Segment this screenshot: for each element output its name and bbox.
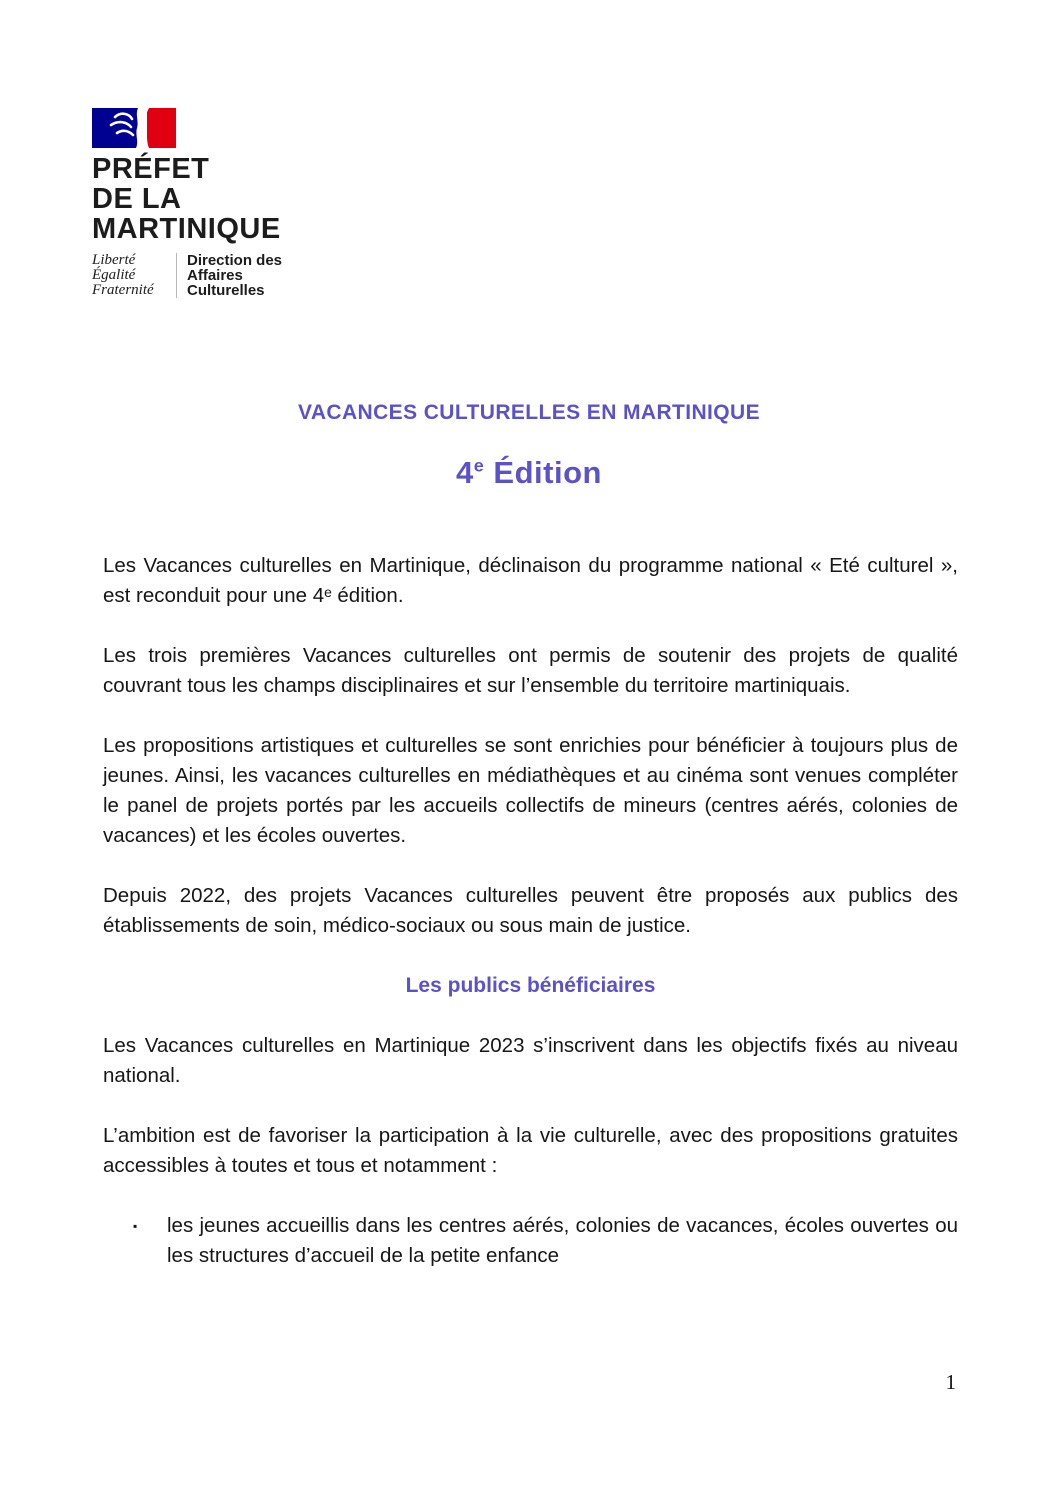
motto-line: Liberté [92, 252, 136, 268]
list-item-text: les jeunes accueillis dans les centres aérés, colonies de vacances, écoles ouvertes ou les structures d’accueil de la petite enfance [167, 1214, 958, 1267]
section-heading-publics: Les publics bénéficiaires [405, 974, 656, 997]
republic-motto [92, 253, 176, 298]
department-line: Affaires [187, 267, 243, 284]
bullet-icon: ▪ [133, 1219, 138, 1233]
page-number: 1 [945, 1370, 956, 1394]
edition-number: 4 [456, 455, 474, 490]
wordmark-line: PRÉFET [92, 153, 210, 185]
paragraph-intro: Les Vacances culturelles en Martinique, déclinaison du programme national « Eté culturel », est reconduit pour une 4ᵉ édition. [103, 554, 958, 607]
department-name [176, 253, 282, 298]
document-title: VACANCES CULTURELLES EN MARTINIQUE [298, 401, 760, 424]
prefet-logo [92, 108, 282, 298]
edition-title [0, 455, 1058, 491]
wordmark-line: DE LA [92, 183, 182, 215]
french-flag-marianne-icon [92, 108, 176, 148]
edition-superscript: e [473, 455, 485, 476]
prefet-wordmark [92, 154, 282, 244]
edition-word: Édition [493, 455, 602, 490]
beneficiaries-list [103, 1211, 958, 1271]
list-item [103, 1211, 958, 1271]
motto-line: Égalité [92, 267, 136, 283]
paragraph-depuis-2022: Depuis 2022, des projets Vacances culturelles peuvent être proposés aux publics des établissements de soin, médico-sociaux ou sous main de justice. [103, 884, 958, 937]
document-body [103, 551, 958, 1301]
department-line: Culturelles [187, 282, 265, 299]
wordmark-line: MARTINIQUE [92, 213, 281, 245]
paragraph-objectifs: Les Vacances culturelles en Martinique 2023 s’inscrivent dans les objectifs fixés au niveau national. [103, 1034, 958, 1087]
department-line: Direction des [187, 252, 283, 269]
paragraph-propositions: Les propositions artistiques et culturelles se sont enrichies pour bénéficier à toujours plus de jeunes. Ainsi, les vacances culturelles en médiathèques et au cinéma sont venues compléter le panel de projets portés par les accueils collectifs de mineurs (centres aérés, colonies de vacances) et les écoles ouvertes. [103, 734, 958, 847]
paragraph-ambition: L’ambition est de favoriser la participation à la vie culturelle, avec des propositions gratuites accessibles à toutes et tous et notamment : [103, 1124, 958, 1177]
paragraph-previous-editions: Les trois premières Vacances culturelles ont permis de soutenir des projets de qualité couvrant tous les champs disciplinaires et sur l’ensemble du territoire martiniquais. [103, 644, 958, 697]
motto-line: Fraternité [92, 282, 154, 298]
